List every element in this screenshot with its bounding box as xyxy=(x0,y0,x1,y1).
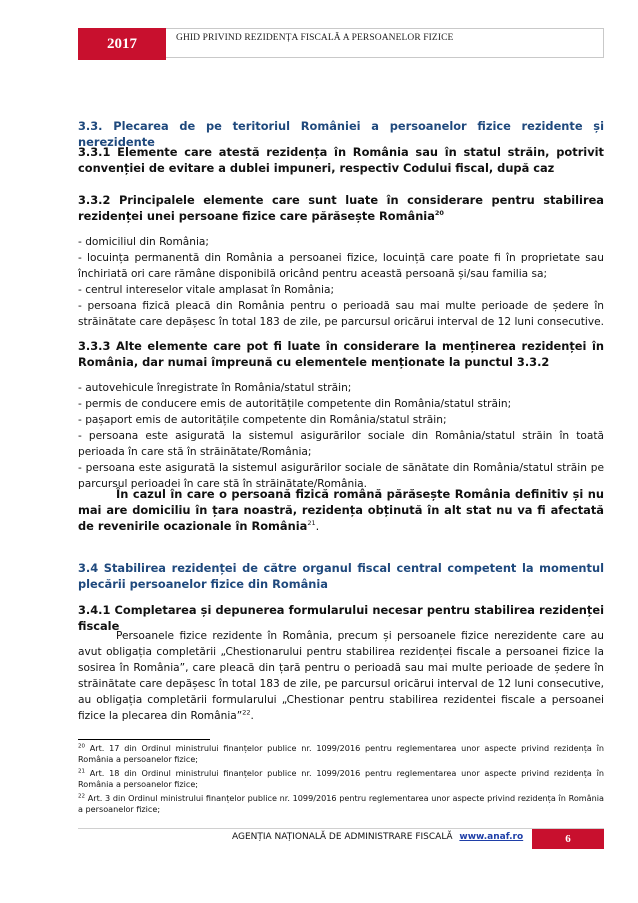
section-3-3-3-note-text: În cazul în care o persoană fizică română părăsește România definitiv și nu mai are domiciliu în țara noastră, rezidența obținută în alt stat nu va fi afectată de revenirile ocazionale în România xyxy=(78,487,604,533)
footer-agency: AGENȚIA NAȚIONALĂ DE ADMINISTRARE FISCALĂ xyxy=(232,832,453,842)
section-3-3-2-item-1: - domiciliul din România; xyxy=(78,236,209,248)
page-header xyxy=(78,28,604,60)
section-3-3-2-item-4: - persoana fizică pleacă din România pentru o perioadă sau mai multe perioade de ședere în străinătate care depășesc în total 183 de zile, pe parcursul oricărui interval de 12 luni consecutive. xyxy=(78,300,605,328)
page-number-badge: 6 xyxy=(532,829,604,849)
footnote-ref-22: 22 xyxy=(242,708,251,717)
section-3-3-3-item-3: - pașaport emis de autoritățile competente din România/statul străin; xyxy=(78,414,447,426)
footnote-22-number: 22 xyxy=(78,793,85,800)
section-3-3-3-title: 3.3.3 Alte elemente care pot fi luate în considerare la menținerea rezidenței în România, dar numai împreună cu elementele menționate la punctul 3.3.2 xyxy=(78,339,604,369)
footer-link[interactable]: www.anaf.ro xyxy=(459,832,524,842)
footer-rule xyxy=(78,828,604,829)
section-3-3-3-item-2: - permis de conducere emis de autoritățile competente din România/statul străin; xyxy=(78,398,512,410)
section-3-3-2-item-3: - centrul intereselor vitale amplasat în România; xyxy=(78,284,335,296)
footnote-22 xyxy=(78,793,604,814)
footnote-ref-21: 21 xyxy=(307,519,316,528)
section-3-3-1-title: 3.3.1 Elemente care atestă rezidența în România sau în statul străin, potrivit convenției de evitare a dublei impuneri, respectiv Codului fiscal, după caz xyxy=(78,145,604,175)
section-3-3-title: 3.3. Plecarea de pe teritoriul României a persoanelor fizice rezidente și nerezidente xyxy=(78,119,604,149)
footnote-20-number: 20 xyxy=(78,743,85,750)
header-title: GHID PRIVIND REZIDENȚA FISCALĂ A PERSOANELOR FIZICE xyxy=(176,33,454,43)
section-3-4-title: 3.4 Stabilirea rezidenței de către organul fiscal central competent la momentul plecării persoanelor fizice din România xyxy=(78,561,604,591)
section-3-4-1-title: 3.4.1 Completarea și depunerea formularului necesar pentru stabilirea rezidenței fiscale xyxy=(78,603,604,633)
section-3-4-1-text: Persoanele fizice rezidente în România, precum și persoanele fizice nerezidente care au avut obligația completării „Chestionarului pentru stabilirea rezidenței fiscale a persoanei fizice la sosirea în România”, care pleacă din țară pentru o perioadă sau mai multe perioade de ședere în străinătate care depășesc în total 183 de zile, pe parcursul oricărui interval de 12 luni consecutive, au obligația completării formularului „Chestionar pentru stabilirea rezidentei fiscale a persoanei fizice la plecarea din România” xyxy=(78,630,605,722)
section-3-3-2-item-2: - locuința permanentă din România a persoanei fizice, locuință care poate fi în proprietate sau închiriată ori care rămâne disponibilă oricând pentru această persoană și/sau familia sa; xyxy=(78,252,604,280)
section-3-4-1-paragraph: Persoanele fizice rezidente în România, precum și persoanele fizice nerezidente care au avut obligația completării „Chestionarului pentru stabilirea rezidenței fiscale a persoanei fizice la sosirea în România”, care pleacă din țară pentru o perioadă sau mai multe perioade de ședere în străinătate care depășesc în total 183 de zile, pe parcursul oricărui interval de 12 luni consecutive, au obligația completării formularului „Chestionar pentru stabilirea rezidentei fiscale a persoanei fizice la plecarea din România”$^{22}$. xyxy=(78,630,605,722)
footer-text xyxy=(232,832,523,842)
section-3-3-2-title xyxy=(78,192,604,224)
header-year-badge: 2017 xyxy=(78,28,166,60)
section-3-3-3-item-4: - persoana este asigurată la sistemul asigurărilor sociale din România/statul străin în toată perioada în care stă în străinătate/România; xyxy=(78,430,604,458)
section-3-3-2-title-text: 3.3.2 Principalele elemente care sunt luate în considerare pentru stabilirea rezidenței unei persoane fizice care părăsește România xyxy=(78,193,604,223)
footnote-separator xyxy=(78,739,210,740)
footnote-21-text: Art. 18 din Ordinul ministrului finanțelor publice nr. 1099/2016 pentru reglementarea unor aspecte privind rezidența în România a persoanelor fizice; xyxy=(78,768,604,789)
footnote-22-text: Art. 3 din Ordinul ministrului finanțelor publice nr. 1099/2016 pentru reglementarea unor aspecte privind rezidența în România a persoanelor fizice; xyxy=(78,793,604,814)
footnote-20 xyxy=(78,743,604,764)
section-3-3-3-note: În cazul în care o persoană fizică română părăsește România definitiv și nu mai are domiciliu în țara noastră, rezidența obținută în alt stat nu va fi afectată de revenirile ocazionale în România$^{21}$. xyxy=(78,487,604,533)
section-3-3-3-item-5: - persoana este asigurată la sistemul asigurărilor sociale de sănătate din România/statul străin pe parcursul perioadei în care stă în străinătate/România. xyxy=(78,462,604,490)
footnote-21-number: 21 xyxy=(78,768,85,775)
section-3-3-3-item-1: - autovehicule înregistrate în România/statul străin; xyxy=(78,382,352,394)
footnote-20-text: Art. 17 din Ordinul ministrului finanțelor publice nr. 1099/2016 pentru reglementarea unor aspecte privind rezidența în România a persoanelor fizice; xyxy=(78,743,604,764)
footnote-21 xyxy=(78,768,604,789)
footnote-ref-20: 20 xyxy=(434,209,444,218)
header-title-box xyxy=(166,28,604,58)
